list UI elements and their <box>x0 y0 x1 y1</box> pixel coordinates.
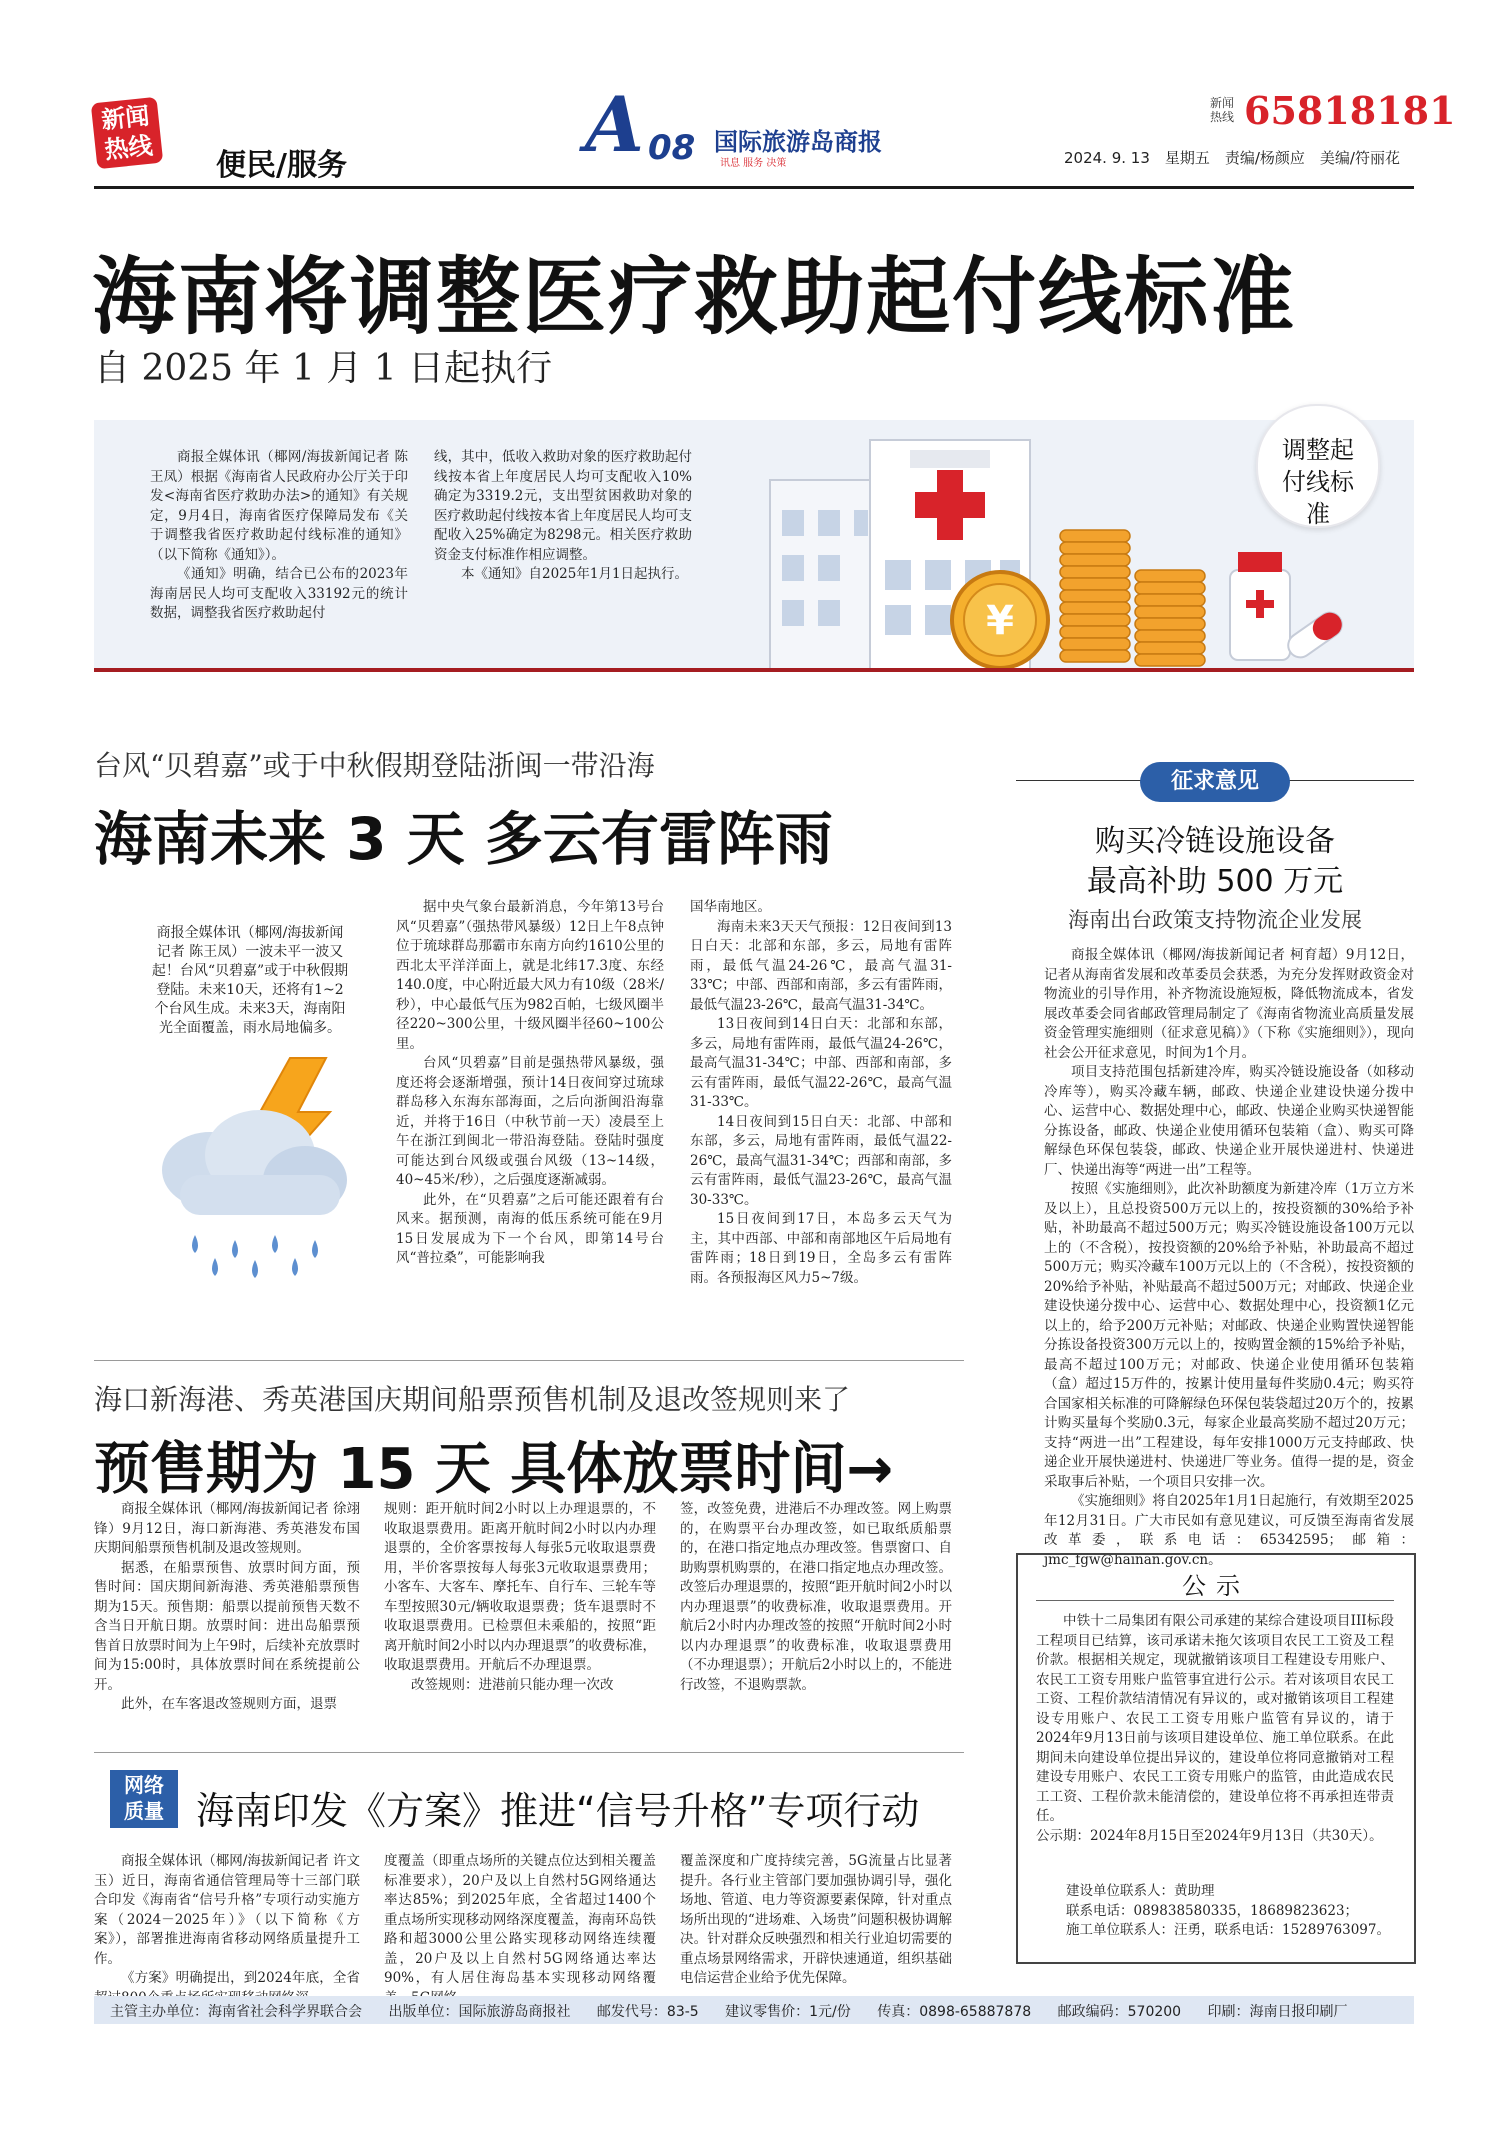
footer-item: 邮发代号：83-5 <box>596 2004 699 2020</box>
notice-divider <box>1036 1600 1394 1601</box>
paragraph: 《方案》明确提出，到2024年底，全省 <box>121 1970 360 1986</box>
paragraph: 14日夜间到15日白天：北部、中部和东部，多云，局地有雷阵雨，最低气温22-26℃，最高气温31-34℃；西部和南部，多云有雷阵雨，最低气温23-26℃，最高气温30-33℃。 <box>690 1113 952 1208</box>
newspaper-logo: 新闻 热线 <box>91 97 164 170</box>
dateline: 2024. 9. 13 星期五 责编/杨颜应 美编/符丽花 <box>1064 149 1400 167</box>
callout-bubble <box>1256 404 1380 528</box>
paragraph: 《实施细则》将自2025年1月1日起施行，有效期至2025年12月31日。广大市民如有意见建议，可反馈至海南省发展改革委，联系电话：65342595；邮箱：jmc_fgw@hainan.gov.cn。 <box>1044 1493 1414 1568</box>
svg-text:¥: ¥ <box>986 598 1014 644</box>
hotline-number: 65818181 <box>1244 88 1456 133</box>
paragraph: 据悉，在船票预售、放票时间方面，预售时间：国庆期间新海港、秀英港船票预售期为15天。预售期：船票以提前预售天数不含当日开航日期。放票时间：进出岛船票预售首日放票时间为上午9时，后续补充放票时间为15:00时，具体放票时间在系统提前公开。 <box>94 1559 360 1693</box>
typhoon-column-1 <box>396 898 664 1269</box>
paragraph: 线，其中，低收入救助对象的医疗救助起付线按本省上年度居民人均可支配收入10%确定为3319.2元，支出型贫困救助对象的医疗救助起付线按本省上年度居民人均可支配收入25%确定为8298元。相关医疗救助资金支付标准作相应调整。 <box>434 449 692 563</box>
paragraph: 商报全媒体讯（椰网/海拔新闻记者 柯育超）9月12日，记者从海南省发展和改革委员会获悉，为充分发挥财政资金对物流业的引导作用，补齐物流设施短板，降低物流成本，省发展改革委会同省邮政管理局制定了《海南省物流业高质量发展资金管理实施细则（征求意见稿）》（下称《实施细则》），现向社会公开征求意见，时间为1个月。 <box>1044 947 1414 1061</box>
footer-item: 出版单位：国际旅游岛商报社 <box>388 2004 571 2020</box>
paragraph: 商报全媒体讯（椰网/海拔新闻记者 陈王凤）根据《海南省人民政府办公厅关于印发<海南省医疗救助办法>的通知》有关规定，9月4日，海南省医疗保障局发布《关于调整我省医疗救助起付线标准的通知》（以下简称《通知》）。 <box>150 449 408 563</box>
paragraph: 国华南地区。 <box>690 899 771 915</box>
paragraph: 海南未来3天天气预报：12日夜间到13日白天：北部和东部，多云，局地有雷阵雨，最低气温24-26℃，最高气温31-33℃；中部、西部和南部，多云有雷阵雨，最低气温23-26℃，最高气温31-34℃。 <box>690 918 952 1013</box>
paper-name: 国际旅游岛商报 <box>714 128 882 156</box>
ferry-kicker: 海口新海港、秀英港国庆期间船票预售机制及退改签规则来了 <box>94 1383 851 1416</box>
headline-line: 购买冷链设施设备 <box>1095 824 1335 859</box>
paragraph: 改签规则：进港前只能办理一次改 <box>411 1676 614 1693</box>
paragraph: 覆盖深度和广度持续完善，5G流量占比显著提升。各行业主管部门要加强协调引导，强化场地、管道、电力等资源要素保障，针对重点场所出现的“进场难、入场贵”问题积极协调解决。针对群众反映强烈和相关行业迫切需要的重点场景网络需求，开辟快速通道，组织基础电信运营企业给予优先保障。 <box>680 1853 952 1986</box>
consultation-body <box>1044 946 1414 1570</box>
ferry-column-1 <box>94 1500 360 1715</box>
section-name: 便民/服务 <box>216 148 347 183</box>
footer-info <box>110 2001 1370 2021</box>
headline-line: 最高补助 500 万元 <box>1086 864 1344 899</box>
contact-line: 建设单位联系人：黄助理 <box>1066 1883 1215 1899</box>
header-rule <box>94 186 1414 189</box>
page-letter: A <box>585 80 644 169</box>
typhoon-column-2 <box>690 898 952 1288</box>
hotline-label: 新闻热线 <box>1210 96 1235 124</box>
paragraph: 《通知》明确，结合已公布的2023年海南居民人均可支配收入33192元的统计数据，调整我省医疗救助起付 <box>150 566 408 621</box>
contact-line: 施工单位联系人：汪勇，联系电话：15289763097。 <box>1066 1922 1390 1938</box>
footer-item: 印刷：海南日报印刷厂 <box>1207 2004 1348 2020</box>
typhoon-summary: 商报全媒体讯（椰网/海拔新闻记者 陈王凤）一波未平一波又起！台风“贝碧嘉”或于中秋假期登陆。未来10天，还将有1~2个台风生成。未来3天，海南阳光全面覆盖，雨水局地偏多。 <box>151 925 349 1036</box>
paragraph: 本《通知》自2025年1月1日起执行。 <box>461 566 689 582</box>
paragraph: 公示期：2024年8月15日至2024年9月13日（共30天）。 <box>1036 1827 1383 1844</box>
paragraph: 此外，在车客退改签规则方面，退票 <box>121 1696 337 1712</box>
footer-item: 主管主办单位：海南省社会科学界联合会 <box>110 2004 362 2020</box>
lead-subheadline: 自 2025 年 1 月 1 日起执行 <box>94 348 553 389</box>
notice-title: 公示 <box>1182 1572 1250 1600</box>
network-column-3 <box>680 1852 952 1989</box>
notice-contacts <box>1066 1882 1390 1941</box>
ferry-column-2 <box>384 1500 656 1695</box>
section-divider <box>94 1752 964 1753</box>
paragraph: 中铁十二局集团有限公司承建的某综合建设项目III标段工程项目已结算，该司承诺未拖欠该项目农民工工资及工程价款。根据相关规定，现就撤销该项目工程建设专用账户、农民工工资专用账户监管事宜进行公示。若对该项目农民工工资、工程价款结清情况有异议的，或对撤销该项目工程建设专用账户、农民工工资专用账户监管有异议的，请于2024年9月13日前与该项目建设单位、施工单位联系。在此期间未向建设单位提出异议的，建设单位将同意撤销对工程建设专用账户、农民工工资专用账户的监管，由此造成农民工工资、工程价款未能清偿的，建设单位将不再承担连带责任。 <box>1036 1613 1394 1824</box>
paragraph: 15日夜间到17日，本岛多云天气为主，其中西部、中部和南部地区午后局地有雷阵雨；18日到19日，全岛多云有雷阵雨。各预报海区风力5~7级。 <box>690 1211 952 1286</box>
network-quality-badge <box>110 1770 178 1828</box>
callout-text: 调整起付线标准 <box>1282 436 1354 528</box>
footer-item: 邮政编码：570200 <box>1057 2004 1182 2020</box>
footer-item: 传真：0898-65887878 <box>877 2004 1032 2020</box>
paragraph: 此外，在“贝碧嘉”之后可能还跟着有台风来。据预测，南海的低压系统可能在9月15日发展成为下一个台风，即第14号台风“普拉桑”，可能影响我 <box>396 1191 664 1266</box>
paragraph: 商报全媒体讯（椰网/海拔新闻记者 徐翊锋）9月12日，海口新海港、秀英港发布国庆期间船票预售机制及退改签规则。 <box>94 1501 360 1556</box>
consultation-badge: 征求意见 <box>1140 762 1290 802</box>
consultation-subheadline: 海南出台政策支持物流企业发展 <box>1068 908 1362 932</box>
paragraph: 13日夜间到14日白天：北部和东部，多云，局地有雷阵雨，最低气温24-26℃，最高气温31-34℃；中部、西部和南部，多云有雷阵雨，最低气温22-26℃，最高气温31-33℃。 <box>690 1016 952 1110</box>
ferry-column-3 <box>680 1500 952 1695</box>
typhoon-kicker: 台风“贝碧嘉”或于中秋假期登陆浙闽一带沿海 <box>94 749 655 782</box>
paragraph: 项目支持范围包括新建冷库，购买冷链设施设备（如移动冷库等），购买冷藏车辆，邮政、快递企业建设快递分拨中心、运营中心、数据处理中心，邮政、快递企业购买快递智能分拣设备，邮政、快递企业使用循环包装箱（盒）、购买可降解绿色环保包装袋，邮政、快递企业开展快递进村、快递进厂、快递出海等“两进一出”工程等。 <box>1044 1064 1414 1178</box>
paragraph: 商报全媒体讯（椰网/海拔新闻记者 许文玉）近日，海南省通信管理局等十三部门联合印发《海南省“信号升格”专项行动实施方案（2024－2025年）》（以下简称《方案》），部署推进海南省移动网络质量提升工作。 <box>94 1853 360 1967</box>
paragraph: 签，改签免费，进港后不办理改签。网上购票的，在购票平台办理改签，如已取纸质船票的，在港口指定地点办理改签。售票窗口、自助购票机购票的，在港口指定地点办理改签。改签后办理退票的，按照“距开航时间2小时以内办理退票”的收费标准，收取退票费用。开航后2小时内办理改签的按照“开航时间2小时以内办理退票”的收费标准，收取退票费用（不办理退票）；开航后2小时以上的，不能进行改签，不退购票款。 <box>680 1501 952 1693</box>
network-headline: 海南印发《方案》推进“信号升格”专项行动 <box>196 1789 920 1833</box>
section-divider <box>94 1360 964 1361</box>
contact-line: 联系电话：089838580335，18689823623； <box>1066 1902 1359 1919</box>
lead-bottom-rule <box>94 668 1414 672</box>
network-column-2 <box>384 1852 656 2008</box>
typhoon-headline: 海南未来 3 天 多云有雷阵雨 <box>94 805 833 873</box>
ferry-headline: 预售期为 15 天 具体放票时间→ <box>94 1437 894 1502</box>
paragraph: 度覆盖（即重点场所的关键点位达到相关覆盖标准要求），20户及以上自然村5G网络通达率达85%；到2025年底，全省超过1400个重点场所实现移动网络深度覆盖，海南环岛铁路和超3000公里公路实现移动网络连续覆盖，20户及以上自然村5G网络通达率达90%，有人居住海岛基本实现移动网络覆 <box>384 1853 656 1986</box>
network-column-1 <box>94 1852 360 2008</box>
lead-column-2 <box>434 448 692 585</box>
paragraph: 台风“贝碧嘉”目前是强热带风暴级，强度还将会逐渐增强，预计14日夜间穿过琉球群岛移入东海东部海面，之后向浙闽沿海靠近，并将于16日（中秋节前一天）凌晨至上午在浙江到闽北一带沿海登陆。登陆时强度可能达到台风级或强台风级（13~14级，40~45米/秒），之后强度逐渐减弱。 <box>396 1055 664 1188</box>
paragraph: 规则：距开航时间2小时以上办理退票的，不收取退票费用。距离开航时间2小时以内办理退票的，全价客票按每人每张5元收取退票费用，半价客票按每人每张3元收取退票费用；小客车、大客车、摩托车、自行车、三轮车等车型按照30元/辆收取退票费；货车退票时不收取退票费用。已检票但未乘船的，按照“距离开航时间2小时以内办理退票”的收费标准，收取退票费用。开航后不办理退票。 <box>384 1501 656 1673</box>
notice-body <box>1036 1612 1394 1846</box>
lead-headline: 海南将调整医疗救助起付线标准 <box>92 248 1297 346</box>
badge-line: 网络 <box>124 1773 164 1797</box>
footer-item: 建议零售价：1元/份 <box>725 2004 851 2020</box>
badge-line: 质量 <box>124 1799 164 1823</box>
paper-tagline: 讯息 服务 决策 <box>720 158 787 169</box>
paragraph: 按照《实施细则》，此次补助额度为新建冷库（1万立方米及以上），且总投资500万元以上的，按投资额的30%给予补贴，补助最高不超过500万元；购买冷链设施设备100万元以上的（不含税），按投资额的20%给予补贴，补助最高不超过500万元；购买冷藏车100万元以上的（不含税），按投资额的20%给予补贴，补贴最高不超过500万元；对邮政、快递企业建设快递分拨中心、运营中心、数据处理中心，投资额1亿元以上的，给予200万元补贴；对邮政、快递企业购置快递智能分拣设备投资300万元以上的，按购置金额的15%给予补贴，最高不超过100万元；对邮政、快递企业使用循环包装箱（盒）超过15万件的，按累计使用量每件奖励0.4元；购买符合国家相关标准的可降解绿色环保包装袋超过20万个的，按累计购买量每个奖励0.3元，每家企业最高奖励不超过20万元；支持“两进一出”工程建设，每年安排1000万元支持邮政、快递企业开展快递进村、快递进厂等业务。值得一提的是，资金采取事后补贴，一个项目只安排一次。 <box>1044 1181 1414 1490</box>
storm-cloud-icon <box>140 1050 360 1280</box>
page-number: 08 <box>648 128 696 168</box>
paragraph: 据中央气象台最新消息，今年第13号台风“贝碧嘉”（强热带风暴级）12日上午8点钟位于琉球群岛那霸市东南方向约1610公里的西北太平洋洋面上，就是北纬17.3度、东经140.0度，中心附近最大风力有10级（28米/秒），中心最低气压为982百帕，七级风圈半径220~300公里，十级风圈半径60~100公里。 <box>396 899 664 1052</box>
consultation-headline <box>1016 822 1414 902</box>
lead-column-1 <box>150 448 408 624</box>
